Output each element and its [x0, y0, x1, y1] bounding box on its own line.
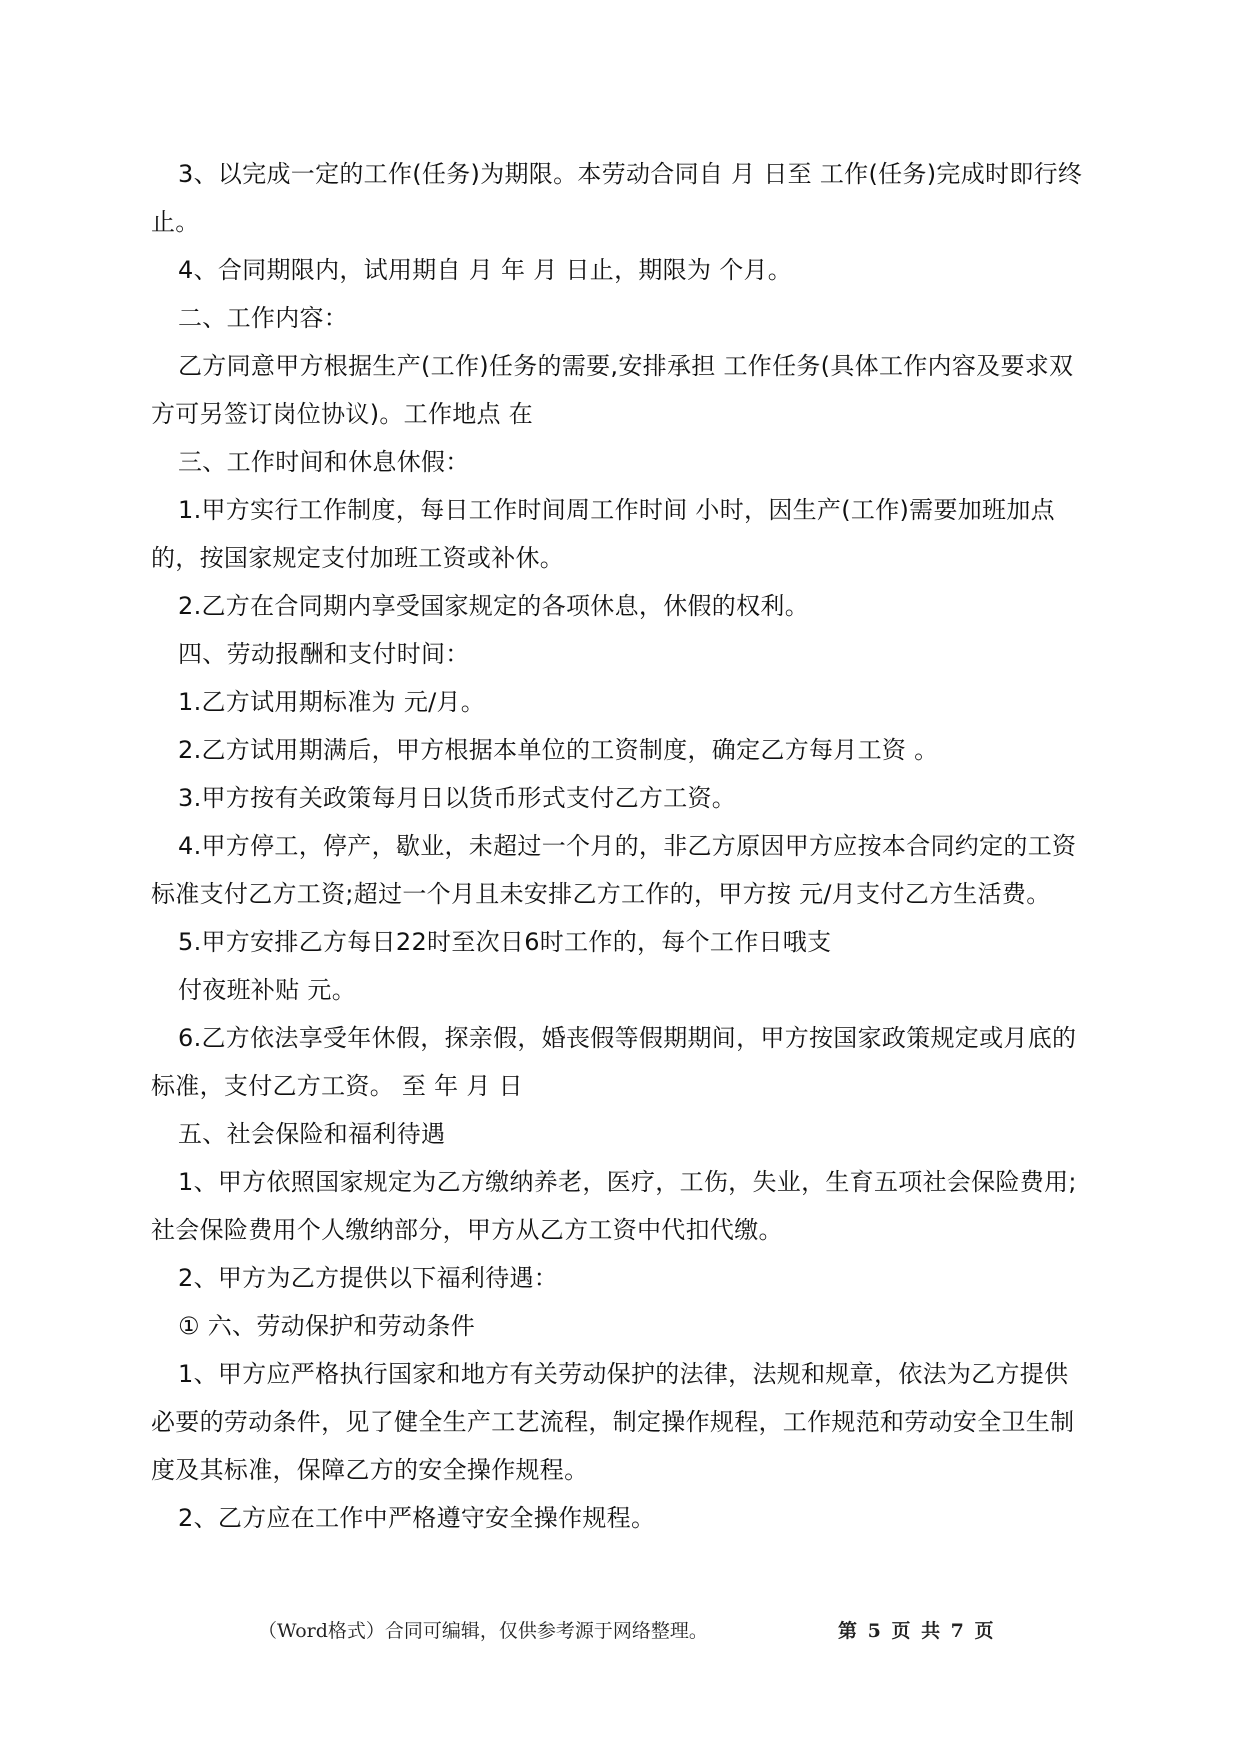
compensation-item-5-continued: 付夜班补贴 元。: [178, 976, 357, 1004]
section-heading-compensation: 四、劳动报酬和支付时间：: [178, 640, 470, 668]
document-body: [151, 150, 1091, 1542]
compensation-item-5: 5.甲方安排乙方每日22时至次日6时工作的，每个工作日哦支: [178, 928, 832, 956]
compensation-item-4: 4.甲方停工，停产，歇业，未超过一个月的，非乙方原因甲方应按本合同约定的工资标准支付乙方工资;超过一个月且未安排乙方工作的，甲方按 元/月支付乙方生活费。: [151, 832, 1077, 908]
compensation-item-6: 6.乙方依法享受年休假，探亲假，婚丧假等假期期间，甲方按国家政策规定或月底的标准，支付乙方工资。 至 年 月 日: [151, 1024, 1077, 1100]
labor-protection-item-1: 1、甲方应严格执行国家和地方有关劳动保护的法律，法规和规章，依法为乙方提供必要的劳动条件，见了健全生产工艺流程，制定操作规程，工作规范和劳动安全卫生制度及其标准，保障乙方的安全操作规程。: [151, 1360, 1075, 1484]
compensation-item-1: 1.乙方试用期标准为 元/月。: [178, 688, 486, 716]
labor-protection-item-2: 2、乙方应在工作中严格遵守安全操作规程。: [178, 1504, 656, 1532]
clause-3-term: 3、以完成一定的工作(任务)为期限。本劳动合同自 月 日至 工作(任务)完成时即行终止。: [151, 160, 1083, 236]
footer-note: （Word格式）合同可编辑，仅供参考源于网络整理。: [258, 1620, 708, 1642]
section-heading-labor-protection: ① 六、劳动保护和劳动条件: [178, 1312, 476, 1340]
page-footer: [0, 1616, 1241, 1646]
work-hours-item-1: 1.甲方实行工作制度，每日工作时间周工作时间 小时，因生产(工作)需要加班加点的，按国家规定支付加班工资或补休。: [151, 496, 1055, 572]
page-number: 第 5 页 共 7 页: [838, 1620, 996, 1642]
section-heading-insurance: 五、社会保险和福利待遇: [178, 1120, 446, 1148]
compensation-item-3: 3.甲方按有关政策每月日以货币形式支付乙方工资。: [178, 784, 737, 812]
section-heading-work-content: 二、工作内容：: [178, 304, 349, 332]
insurance-item-2: 2、甲方为乙方提供以下福利待遇：: [178, 1264, 559, 1292]
compensation-item-2: 2.乙方试用期满后，甲方根据本单位的工资制度，确定乙方每月工资 。: [178, 736, 939, 764]
section-heading-work-hours: 三、工作时间和休息休假：: [178, 448, 470, 476]
work-content-paragraph: 乙方同意甲方根据生产(工作)任务的需要,安排承担 工作任务(具体工作内容及要求双方可另签订岗位协议)。工作地点 在: [151, 352, 1074, 428]
insurance-item-1: 1、甲方依照国家规定为乙方缴纳养老，医疗，工伤，失业，生育五项社会保险费用;社会保险费用个人缴纳部分，甲方从乙方工资中代扣代缴。: [151, 1168, 1077, 1244]
work-hours-item-2: 2.乙方在合同期内享受国家规定的各项休息，休假的权利。: [178, 592, 809, 620]
clause-4-probation: 4、合同期限内，试用期自 月 年 月 日止，期限为 个月。: [178, 256, 793, 284]
